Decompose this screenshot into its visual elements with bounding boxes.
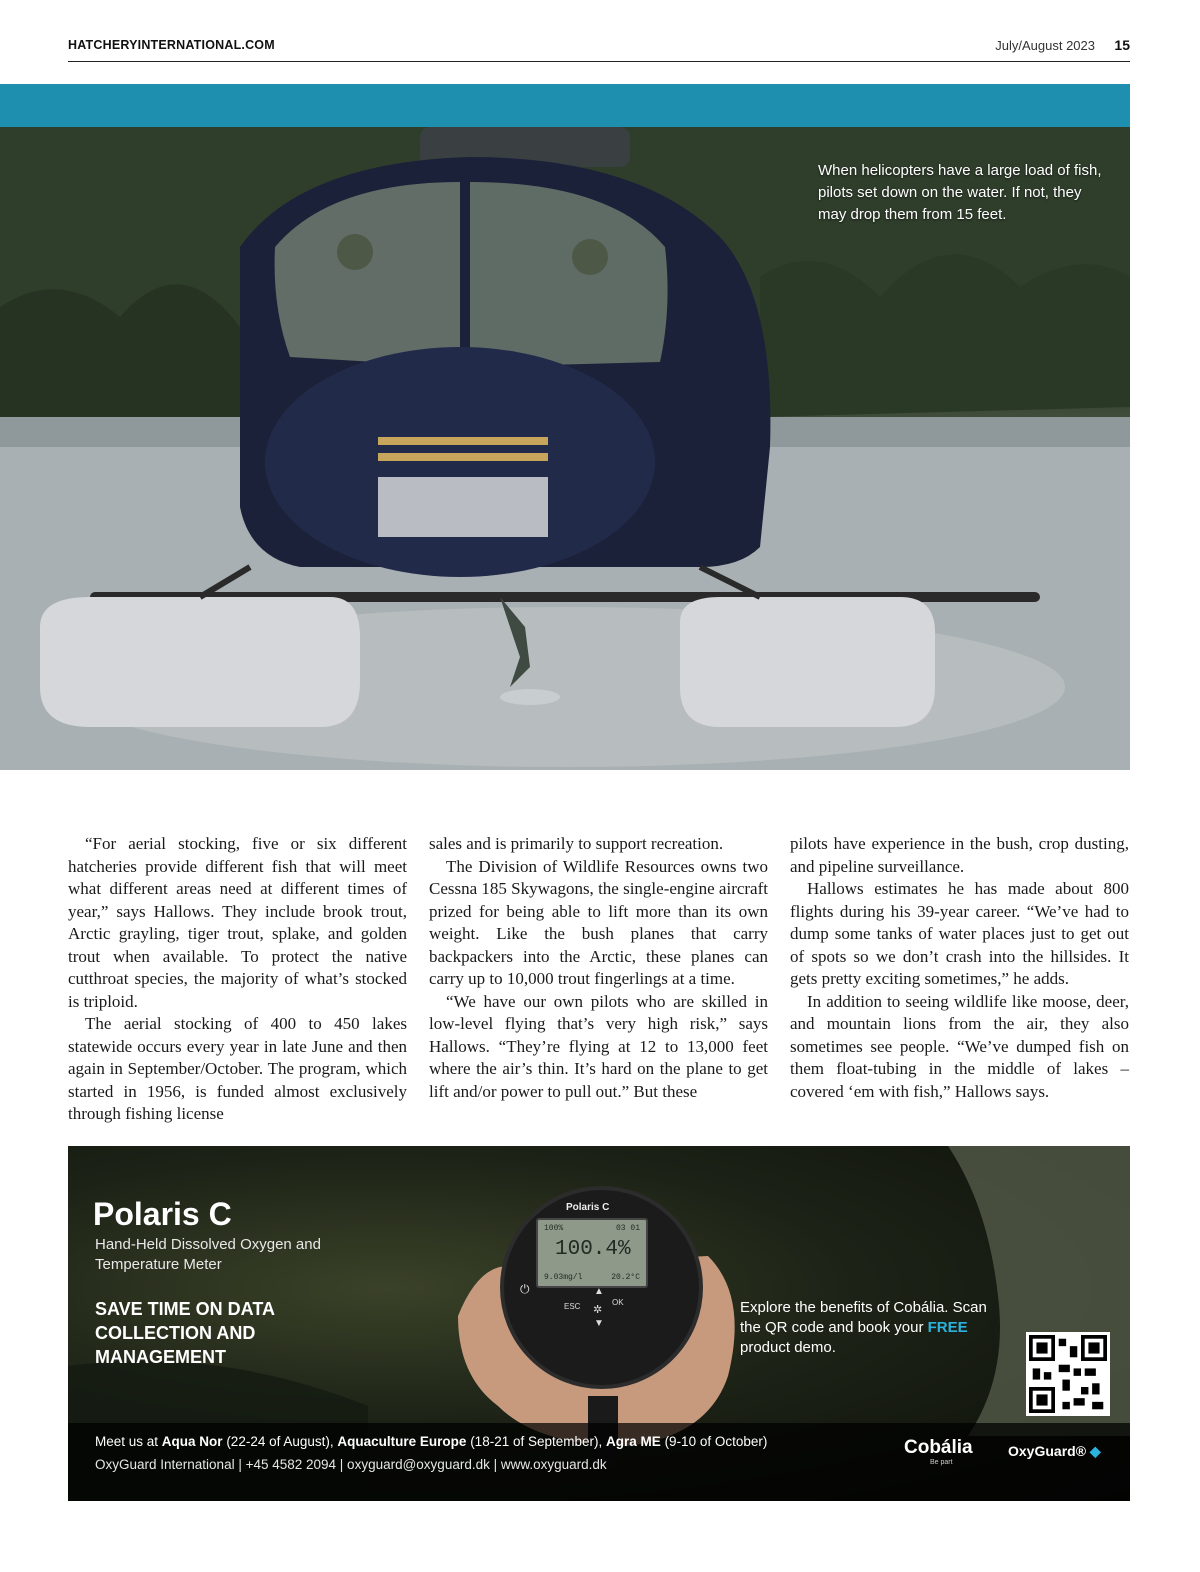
- up-arrow-icon: ▲: [594, 1286, 604, 1297]
- paragraph: sales and is primarily to support recreation.: [429, 834, 724, 853]
- events-line: [95, 1434, 767, 1449]
- page-number: 15: [1114, 37, 1130, 53]
- site-name: HATCHERYINTERNATIONAL.COM: [68, 38, 275, 52]
- free-label: FREE: [927, 1319, 968, 1336]
- paragraph: “For aerial stocking, five or six different hatcheries provide different fish that will meet what different areas need at different times of year,” says Hallows. They include brook trout, Arctic grayling, tiger trout, splake, and golden trout when available. To protect the native cutthroat species, the majority of what’s stocked is triploid.: [68, 834, 407, 1011]
- ad-headline: SAVE TIME ON DATA COLLECTION AND MANAGEMENT: [95, 1299, 275, 1367]
- screen-bottom-right: 20.2°C: [611, 1273, 640, 1282]
- screen-top-right: 03 01: [615, 1224, 640, 1233]
- ad-title: Polaris C: [93, 1196, 232, 1232]
- explore-end: product demo.: [740, 1339, 836, 1356]
- ok-button: OK: [612, 1298, 624, 1307]
- screen-bottom-left: 9.03mg/l: [544, 1273, 583, 1282]
- article-column-1: [68, 833, 407, 1126]
- explore-text: Explore the benefits of Cobália. Scan the QR code and book your: [740, 1299, 987, 1336]
- power-icon: ⏻: [520, 1282, 530, 1296]
- event-aqua-nor: Aqua Nor: [161, 1434, 223, 1449]
- issue-date: July/August 2023: [995, 38, 1095, 53]
- qr-code-icon: [1029, 1335, 1107, 1413]
- water-drop-icon: ◆: [1089, 1443, 1101, 1459]
- light-icon: ✲: [593, 1304, 603, 1316]
- contact-line[interactable]: OxyGuard International | +45 4582 2094 | oxyguard@oxyguard.dk | www.oxyguard.dk: [95, 1457, 607, 1472]
- event-aquaculture-europe-dates: (18-21 of September),: [470, 1434, 603, 1449]
- ad-subtitle: Hand-Held Dissolved Oxygen and Temperature Meter: [95, 1236, 321, 1273]
- event-aquaculture-europe: Aquaculture Europe: [337, 1434, 467, 1449]
- article-column-3: [790, 833, 1129, 1103]
- screen-top-left: 100%: [544, 1224, 564, 1233]
- cobalia-logo: [904, 1437, 973, 1466]
- oxyguard-logo: [1008, 1443, 1101, 1460]
- device-brand: Polaris C: [566, 1202, 610, 1213]
- down-arrow-icon: ▼: [594, 1318, 604, 1329]
- esc-button: ESC: [564, 1302, 581, 1311]
- event-agra-me-dates: (9-10 of October): [664, 1434, 768, 1449]
- paragraph: The Division of Wildlife Resources owns two Cessna 185 Skywagons, the single-engine aircraft prized for being able to lift more than its own weight. Like the bush planes that carry backpackers into the Arctic, these planes can carry up to 10,000 trout fingerlings at a time.: [429, 856, 768, 988]
- paragraph: “We have our own pilots who are skilled in low-level flying that’s very high risk,” says Hallows. “They’re flying at 12 to 13,000 feet where the air’s thin. It’s hard on the plane to get lift and/or power to pull out.” But these: [429, 991, 768, 1101]
- device-screen: [536, 1218, 648, 1288]
- event-agra-me: Agra ME: [606, 1434, 661, 1449]
- meet-prefix: Meet us at: [95, 1434, 159, 1449]
- paragraph: pilots have experience in the bush, crop dusting, and pipeline surveillance.: [790, 834, 1129, 876]
- ad-explore-text: [740, 1298, 990, 1358]
- oxyguard-logo-text: OxyGuard®: [1008, 1443, 1087, 1459]
- oxyguard-advertisement[interactable]: [68, 1146, 1130, 1501]
- paragraph: The aerial stocking of 400 to 450 lakes statewide occurs every year in late June and then again in September/October. The program, which started in 1956, is funded almost exclusively through fishing license: [68, 1014, 407, 1123]
- qr-code[interactable]: [1026, 1332, 1110, 1416]
- ad-footer: [68, 1423, 1130, 1501]
- section-color-bar: [0, 84, 1130, 127]
- cobalia-tagline: Be part: [930, 1459, 953, 1466]
- event-aqua-nor-dates: (22-24 of August),: [226, 1434, 334, 1449]
- screen-reading: 100.4%: [555, 1238, 631, 1261]
- article-column-2: [429, 833, 768, 1103]
- paragraph: In addition to seeing wildlife like moose, deer, and mountain lions from the air, they also sometimes see people. “We’ve dumped fish on them float-tubing in the middle of lakes – covered ‘em with fish,” Hallows says.: [790, 991, 1129, 1101]
- polaris-meter-device: [500, 1186, 703, 1389]
- header-rule: [68, 61, 1130, 62]
- photo-caption: When helicopters have a large load of fish, pilots set down on the water. If not, they may drop them from 15 feet.: [818, 162, 1102, 223]
- cobalia-logo-text: Cobália: [904, 1437, 973, 1458]
- paragraph: Hallows estimates he has made about 800 flights during his 39-year career. “We’ve had to dump some tanks of water places just to get out of spots so we don’t crash into the hillsides. It gets pretty exciting sometimes,” he adds.: [790, 879, 1129, 988]
